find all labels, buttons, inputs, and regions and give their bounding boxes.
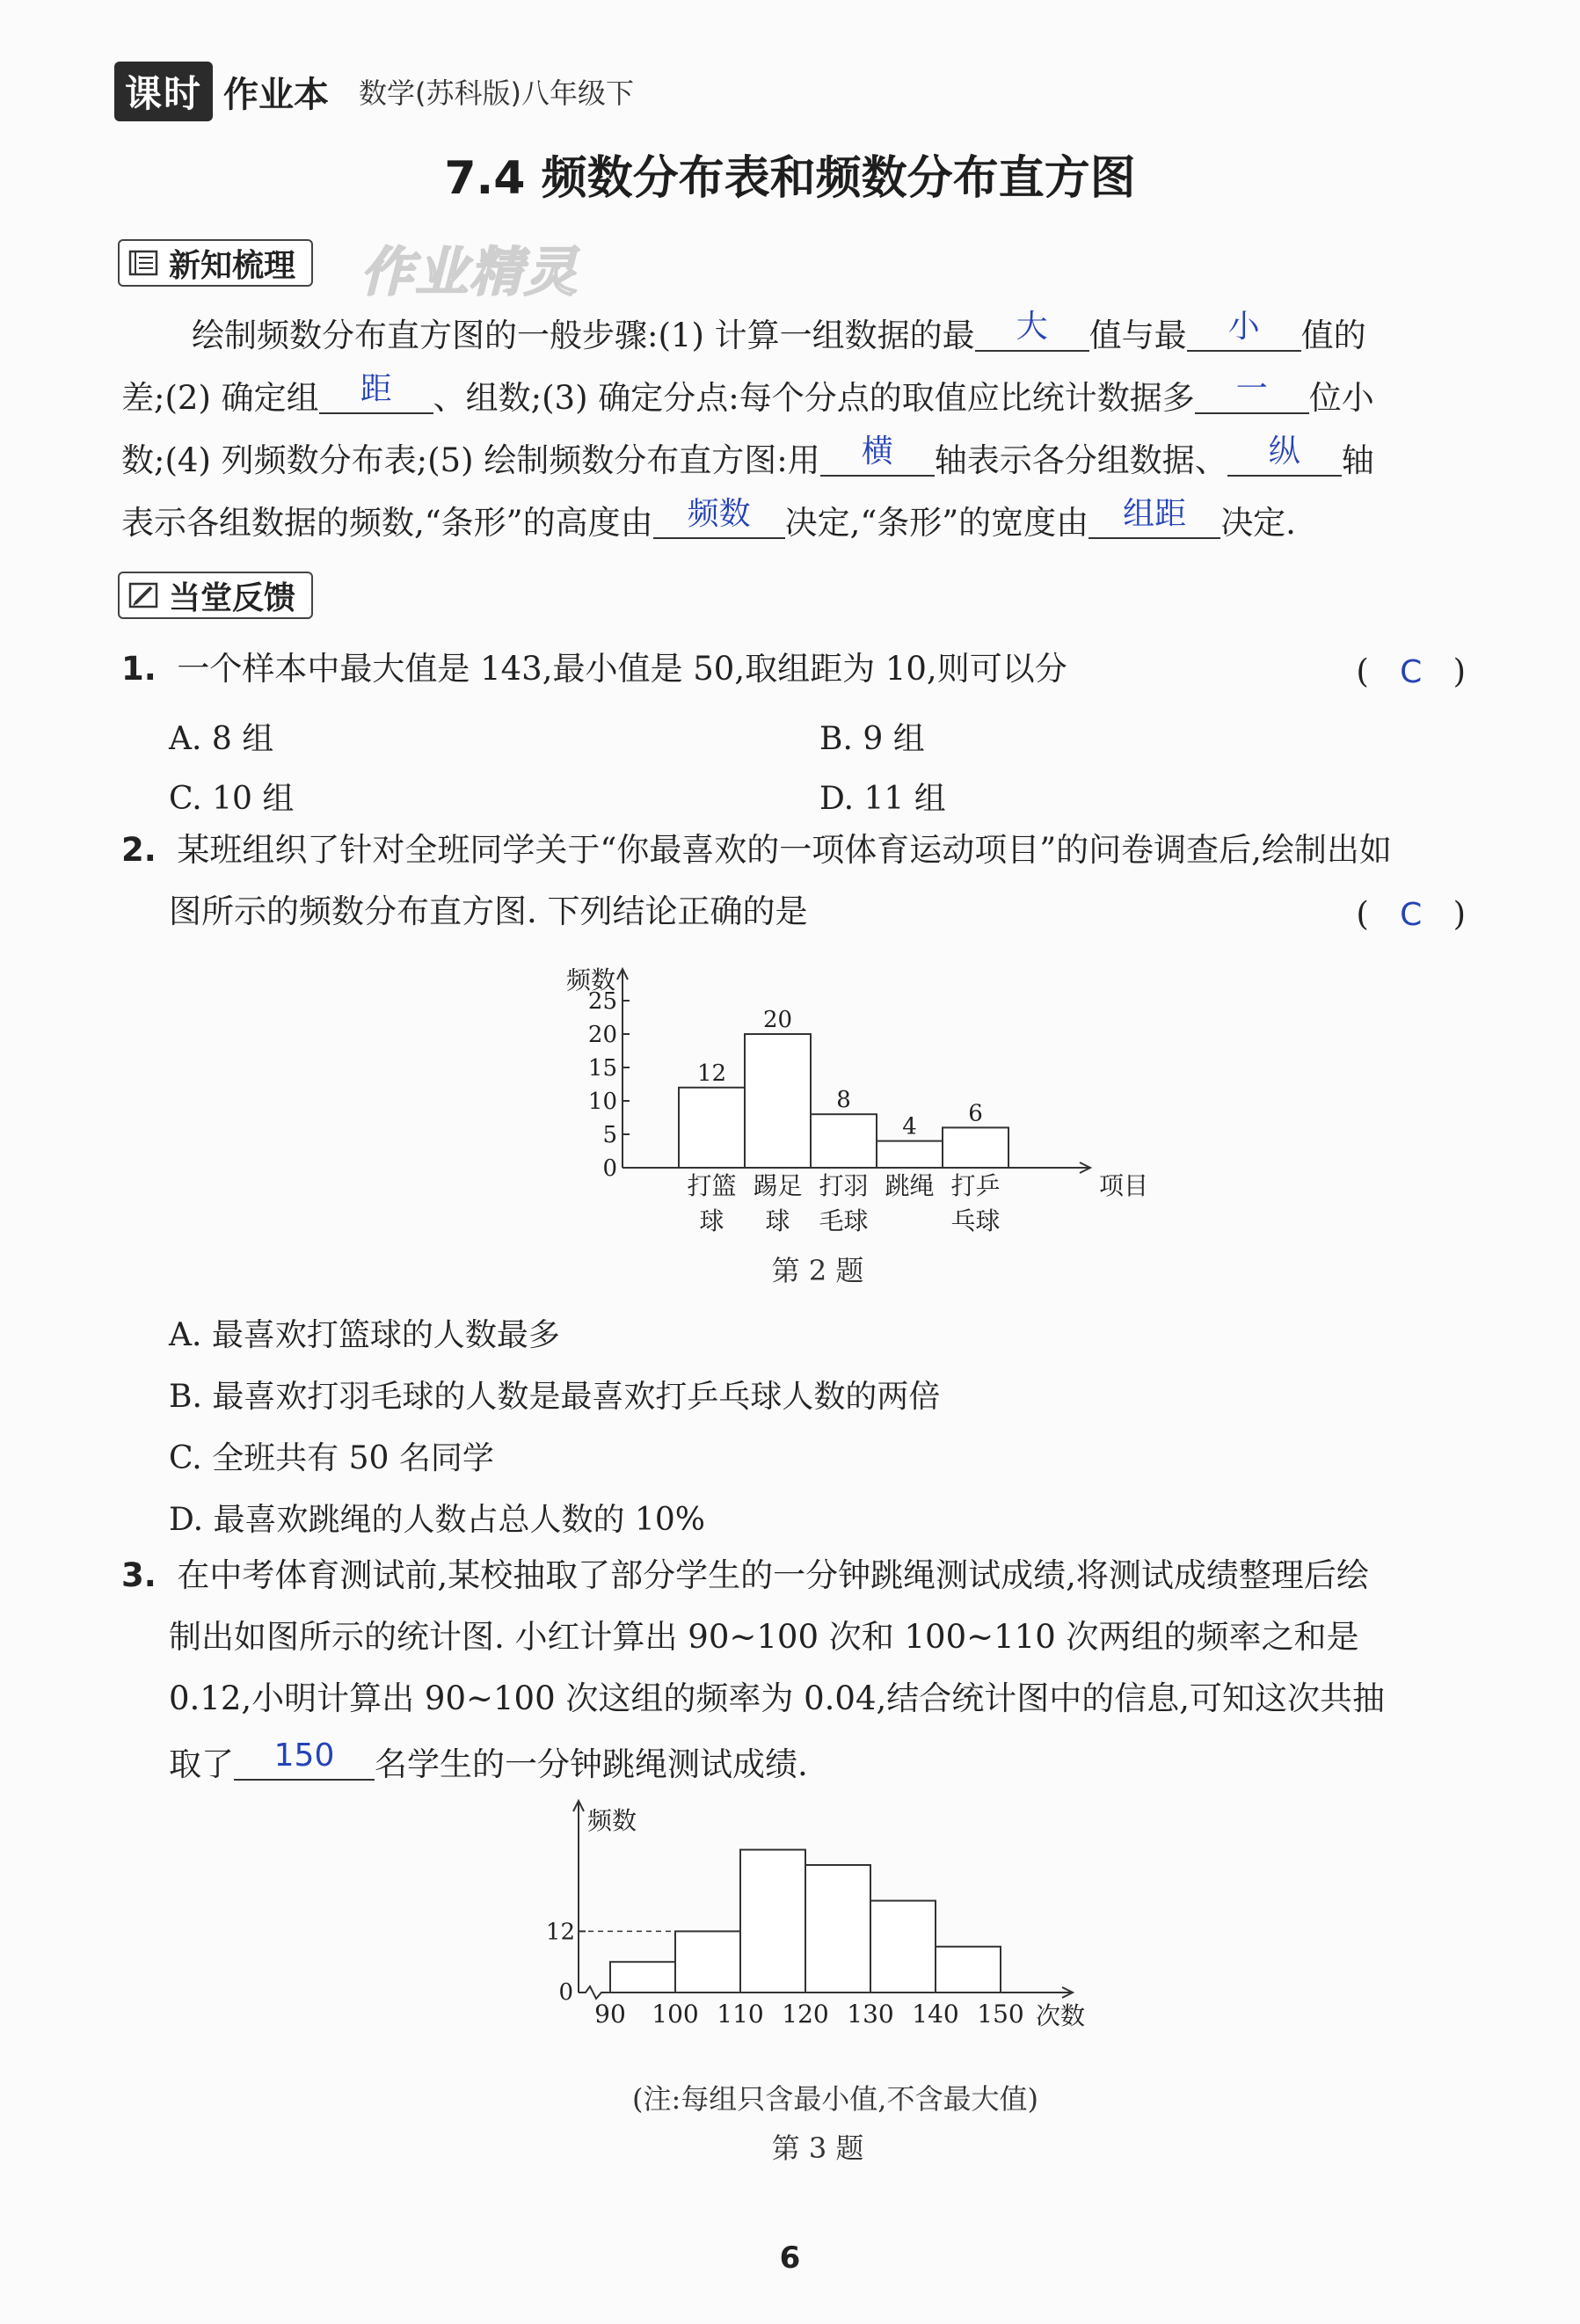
category-label: 球 <box>765 1206 790 1235</box>
logo: 课时 <box>114 62 213 121</box>
bar-value-label: 8 <box>836 1087 851 1114</box>
q2-answer: C <box>1400 897 1423 933</box>
chart-jump-rope-scores <box>528 1794 1125 2084</box>
question-2 <box>121 831 1392 869</box>
question-text: 某班组织了针对全班同学关于“你最喜欢的一项体育运动项目”的问卷调查后,绘制出如 <box>177 831 1392 869</box>
x-tick-label: 100 <box>652 2000 699 2029</box>
bar <box>745 1034 811 1168</box>
y-axis-label: 频数 <box>587 1806 637 1835</box>
review-line-3: 数;(4) 列频数分布表;(5) 绘制频数分布直方图:用 横 轴表示各分组数据、 纵 轴 <box>121 433 1374 479</box>
blank-8 <box>1089 496 1220 539</box>
question-text: 在中考体育测试前,某校抽取了部分学生的一分钟跳绳测试成绩,将测试成绩整理后绘 <box>177 1556 1369 1594</box>
question-3-line-2: 制出如图所示的统计图. 小红计算出 90~100 次和 100~110 次两组的频率之和是 <box>169 1618 1359 1656</box>
y-tick-label: 15 <box>587 1055 617 1082</box>
x-tick-label: 150 <box>977 2000 1024 2029</box>
section-tag-review <box>118 239 313 287</box>
x-axis-label: 次数 <box>1036 2001 1086 2030</box>
answer-3: 距 <box>360 371 392 407</box>
y-tick-label: 25 <box>587 988 617 1015</box>
y-axis-label: 频数 <box>565 965 615 994</box>
answer-5: 横 <box>861 433 893 470</box>
chart-3-caption: 第 3 题 <box>771 2131 864 2165</box>
question-3-line-3: 0.12,小明计算出 90~100 次这组的频率为 0.04,结合统计图中的信息,可知这次共抽 <box>169 1679 1386 1717</box>
x-tick-label: 110 <box>717 2000 764 2029</box>
bar <box>740 1850 805 1993</box>
question-number: 1. <box>121 650 157 688</box>
x-axis-label: 项目 <box>1099 1171 1149 1200</box>
blank-1 <box>975 309 1089 352</box>
blank-4 <box>1195 371 1309 414</box>
x-tick-label: 140 <box>912 2000 959 2029</box>
bar <box>610 1962 675 1993</box>
y-tick-label: 0 <box>558 1979 573 2006</box>
header <box>114 56 634 127</box>
category-label: 打羽 <box>819 1171 869 1200</box>
answer-4: 一 <box>1235 371 1268 407</box>
bar-value-label: 20 <box>762 1007 793 1033</box>
q2-option-a: A. 最喜欢打篮球的人数最多 <box>169 1317 560 1353</box>
page-number: 6 <box>779 2240 801 2276</box>
bar <box>936 1947 1001 1993</box>
answer-2: 小 <box>1227 309 1260 345</box>
x-tick-label: 130 <box>847 2000 894 2029</box>
blank-q3 <box>234 1738 375 1781</box>
answer-paren-1: ( C ) <box>1356 652 1466 690</box>
category-label: 乓球 <box>950 1206 1001 1235</box>
page-title: 7.4 频数分布表和频数分布直方图 <box>444 152 1136 205</box>
section-label: 新知梳理 <box>169 247 296 284</box>
bar <box>679 1088 745 1168</box>
bar <box>675 1931 740 1993</box>
x-tick-label: 120 <box>782 2000 829 2029</box>
q1-option-b: B. 9 组 <box>819 721 925 757</box>
question-1 <box>121 650 1067 688</box>
answer-7: 频数 <box>687 496 751 532</box>
bar-value-label: 4 <box>902 1113 917 1140</box>
q3-answer: 150 <box>273 1738 335 1774</box>
y-tick-label: 12 <box>545 1919 575 1946</box>
category-label: 踢足 <box>753 1171 803 1200</box>
q2-option-c: C. 全班共有 50 名同学 <box>169 1440 494 1476</box>
y-tick-label: 5 <box>602 1122 617 1148</box>
blank-7 <box>653 496 785 539</box>
notebook-icon <box>128 250 158 276</box>
q1-option-a: A. 8 组 <box>169 721 274 757</box>
blank-2 <box>1187 309 1301 352</box>
question-3-line-4: 取了 150 名学生的一分钟跳绳测试成绩. <box>169 1738 808 1783</box>
watermark: 作业精灵 <box>360 242 579 303</box>
bar <box>870 1901 936 1993</box>
section-label: 当堂反馈 <box>169 579 296 616</box>
blank-6 <box>1227 433 1342 477</box>
question-3 <box>121 1556 1369 1594</box>
review-line-1: 绘制频数分布直方图的一般步骤:(1) 计算一组数据的最 大 值与最 小 值的 <box>192 309 1366 354</box>
q2-option-d: D. 最喜欢跳绳的人数占总人数的 10% <box>169 1502 705 1538</box>
category-label: 打乒 <box>950 1171 1001 1200</box>
y-tick-label: 20 <box>587 1022 617 1048</box>
y-tick-label: 10 <box>587 1089 617 1115</box>
review-line-4: 表示各组数据的频数,“条形”的高度由 频数 决定,“条形”的宽度由 组距 决定. <box>121 496 1296 542</box>
logo-tail: 作业本 <box>223 74 330 115</box>
blank-3 <box>319 371 433 414</box>
answer-1: 大 <box>1016 309 1048 345</box>
q1-option-d: D. 11 组 <box>819 781 946 817</box>
question-number: 3. <box>121 1556 157 1594</box>
chart-3-note: (注:每组只含最小值,不含最大值) <box>632 2082 1038 2116</box>
x-tick-label: 90 <box>594 2000 626 2029</box>
bar-value-label: 12 <box>696 1060 727 1087</box>
answer-8: 组距 <box>1123 496 1187 532</box>
q1-option-c: C. 10 组 <box>169 781 295 817</box>
bar <box>805 1865 870 1993</box>
category-label: 打篮 <box>687 1171 737 1200</box>
q1-answer: C <box>1400 654 1423 690</box>
bar <box>877 1141 943 1168</box>
y-tick-label: 0 <box>602 1155 617 1182</box>
chart-2-caption: 第 2 题 <box>771 1254 864 1287</box>
review-line-2: 差;(2) 确定组 距 、组数;(3) 确定分点:每个分点的取值应比统计数据多 一 位小 <box>121 371 1374 417</box>
blank-5 <box>820 433 935 477</box>
chart-sport-preference <box>528 951 1149 1250</box>
bar <box>811 1114 877 1168</box>
question-number: 2. <box>121 831 157 869</box>
category-label: 球 <box>699 1206 724 1235</box>
category-label: 跳绳 <box>885 1171 935 1200</box>
question-2-line-2: 图所示的频数分布直方图. 下列结论正确的是 <box>169 892 808 930</box>
question-text: 一个样本中最大值是 143,最小值是 50,取组距为 10,则可以分 <box>177 650 1067 688</box>
book-subtitle: 数学(苏科版)八年级下 <box>359 76 634 110</box>
category-label: 毛球 <box>819 1206 869 1235</box>
pencil-note-icon <box>128 582 158 608</box>
q2-option-b: B. 最喜欢打羽毛球的人数是最喜欢打乒乓球人数的两倍 <box>169 1379 941 1415</box>
answer-paren-2: ( C ) <box>1356 895 1466 933</box>
section-tag-feedback <box>118 572 313 619</box>
answer-6: 纵 <box>1268 433 1300 470</box>
bar-value-label: 6 <box>968 1100 983 1127</box>
bar <box>943 1127 1008 1168</box>
